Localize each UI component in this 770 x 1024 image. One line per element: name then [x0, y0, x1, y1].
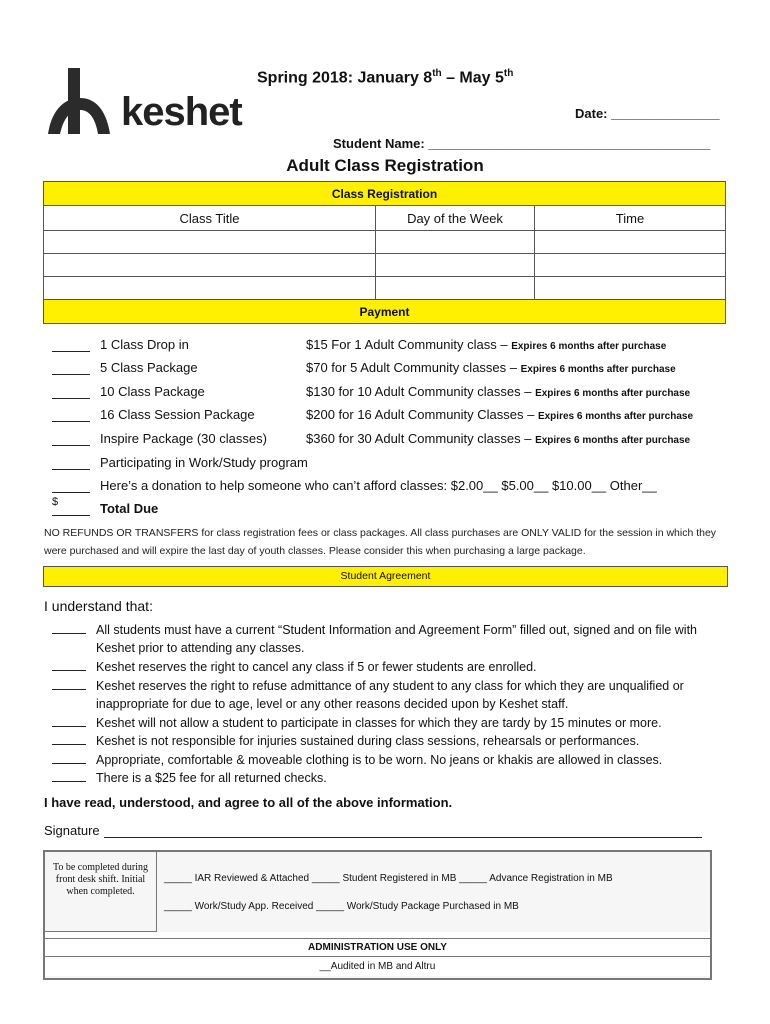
agreement-item: Keshet will not allow a student to participate in classes for which they are tardy by 15 minutes or more. [52, 714, 732, 732]
agreement-item: Keshet reserves the right to refuse admittance of any student to any class for which they are unqualified or inappropriate for due to age, level or any other reasons decided upon by Keshet staff. [52, 677, 732, 713]
class-registration-table [43, 181, 726, 324]
initial-blank[interactable] [52, 633, 86, 634]
payment-blank[interactable] [52, 478, 90, 493]
payment-blank[interactable] [52, 337, 90, 352]
divider [45, 932, 710, 939]
payment-option: Inspire Package (30 classes) $360 for 30 Adult Community classes – Expires 6 months after purchase [52, 431, 90, 449]
class-title-cell[interactable] [44, 231, 376, 254]
initial-blank[interactable] [52, 744, 86, 745]
refund-policy: NO REFUNDS OR TRANSFERS for class registration fees or class packages. All class purchases are ONLY VALID for the session in which they were purchased and will expire the last day of youth classes. Please consider this when purchasing a large package. [44, 527, 717, 557]
col-class-title: Class Title [44, 206, 376, 231]
class-registration-header: Class Registration [44, 182, 726, 206]
front-desk-note: To be completed during front desk shift. Initial when completed. [45, 852, 157, 932]
audited-field[interactable]: __Audited in MB and Altru [45, 957, 710, 976]
payment-blank[interactable] [52, 431, 90, 446]
time-cell[interactable] [535, 277, 726, 300]
page-title: Adult Class Registration [286, 156, 484, 175]
payment-option: 5 Class Package $70 for 5 Adult Community classes – Expires 6 months after purchase [52, 360, 90, 378]
student-name-field[interactable]: Student Name: _______________________________________ [333, 136, 711, 151]
day-cell[interactable] [376, 231, 535, 254]
donation-option: Here’s a donation to help someone who can’t afford classes: $2.00__ $5.00__ $10.00__ Other__ [52, 478, 90, 496]
agreement-item: All students must have a current “Student Information and Agreement Form” filled out, signed and on file with Keshet prior to attending any classes. [52, 621, 732, 657]
initial-blank[interactable] [52, 763, 86, 764]
col-day-of-week: Day of the Week [376, 206, 535, 231]
payment-header: Payment [44, 300, 726, 324]
payment-blank[interactable] [52, 384, 90, 399]
admin-checklist [158, 852, 710, 933]
payment-blank[interactable] [52, 360, 90, 375]
total-due-row: Total Due [52, 501, 90, 519]
admin-use-label: ADMINISTRATION USE ONLY [45, 939, 710, 957]
payment-option: 16 Class Session Package $200 for 16 Adult Community Classes – Expires 6 months after purchase [52, 407, 90, 425]
payment-blank[interactable] [52, 407, 90, 422]
class-title-cell[interactable] [44, 254, 376, 277]
agreement-item: Appropriate, comfortable & moveable clothing is to be worn. No jeans or khakis are allowed in classes. [52, 751, 732, 769]
payment-blank[interactable] [52, 455, 90, 470]
initial-blank[interactable] [52, 670, 86, 671]
agreement-item: Keshet is not responsible for injuries sustained during class sessions, rehearsals or performances. [52, 732, 732, 750]
agreement-intro: I understand that: [44, 598, 153, 614]
session-dates: Spring 2018: January 8th – May 5th [257, 68, 514, 87]
admin-box [43, 850, 712, 980]
dollar-sign: $ [52, 496, 59, 508]
payment-option: 10 Class Package $130 for 10 Adult Community classes – Expires 6 months after purchase [52, 384, 90, 402]
table-row [44, 231, 726, 254]
time-cell[interactable] [535, 231, 726, 254]
col-time: Time [535, 206, 726, 231]
agreement-item: Keshet reserves the right to cancel any class if 5 or fewer students are enrolled. [52, 658, 732, 676]
logo-text: keshet [121, 90, 242, 134]
date-field[interactable]: Date: _______________ [575, 106, 720, 121]
table-row [44, 277, 726, 300]
total-due-blank[interactable] [52, 501, 90, 516]
day-cell[interactable] [376, 254, 535, 277]
keshet-logo [44, 64, 254, 140]
admin-checklist-row[interactable]: _____ Work/Study App. Received _____ Work/Study Package Purchased in MB [164, 901, 519, 912]
initial-blank[interactable] [52, 726, 86, 727]
initial-blank[interactable] [52, 689, 86, 690]
student-agreement-header: Student Agreement [43, 566, 728, 587]
signature-line[interactable] [104, 837, 702, 838]
signature-label: Signature [44, 823, 100, 838]
acknowledgement: I have read, understood, and agree to all of the above information. [44, 795, 453, 810]
work-study-option: Participating in Work/Study program [52, 455, 90, 473]
payment-option: 1 Class Drop in $15 For 1 Adult Community class – Expires 6 months after purchase [52, 337, 90, 355]
class-title-cell[interactable] [44, 277, 376, 300]
time-cell[interactable] [535, 254, 726, 277]
agreement-item: There is a $25 fee for all returned checks. [52, 769, 732, 787]
keshet-k-icon [44, 64, 124, 140]
table-row [44, 254, 726, 277]
admin-checklist-row[interactable]: _____ IAR Reviewed & Attached _____ Student Registered in MB _____ Advance Registration in MB [164, 873, 613, 884]
initial-blank[interactable] [52, 781, 86, 782]
day-cell[interactable] [376, 277, 535, 300]
